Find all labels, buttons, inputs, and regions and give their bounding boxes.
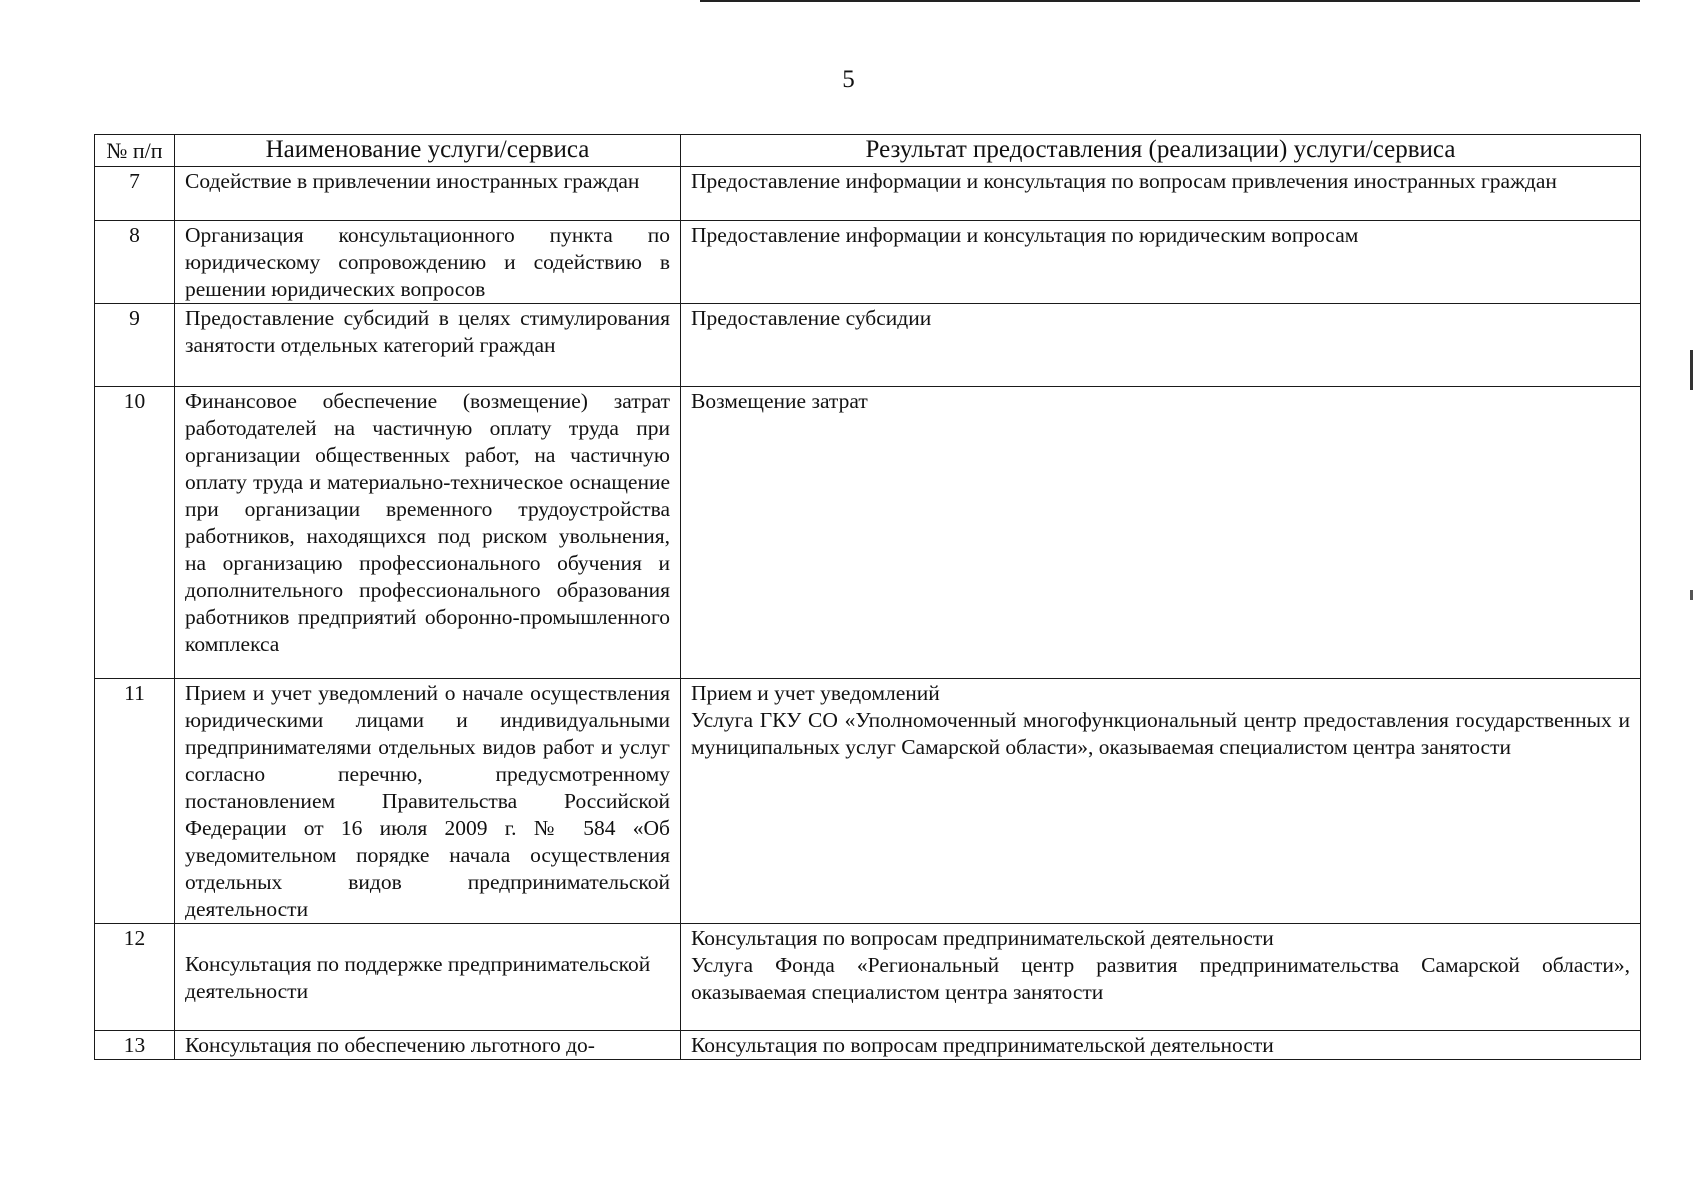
service-result [681, 387, 1641, 679]
header-service-name: Наименование услуги/сервиса [175, 135, 681, 167]
top-rule [700, 0, 1640, 2]
service-result [681, 304, 1641, 387]
service-name: Содействие в привлечении иностранных граждан [175, 167, 681, 221]
table-row [95, 304, 1641, 387]
row-number: 8 [95, 221, 175, 304]
result-line: Услуга Фонда «Региональный центр развития предпринимательства Самарской области», оказываемая специалистом центра занятости [691, 953, 1630, 1004]
result-line: Предоставление субсидии [691, 306, 932, 330]
result-line: Предоставление информации и консультация по юридическим вопросам [691, 223, 1359, 247]
service-result [681, 1031, 1641, 1060]
scan-edge-mark [1690, 350, 1693, 390]
service-name: Консультация по поддержке предпринимательской деятельности [175, 924, 681, 1031]
row-number: 11 [95, 679, 175, 924]
table-row [95, 924, 1641, 1031]
row-number: 13 [95, 1031, 175, 1060]
service-name: Предоставление субсидий в целях стимулирования занятости отдельных категорий граждан [175, 304, 681, 387]
table-header-row [95, 135, 1641, 167]
result-line: Консультация по вопросам предпринимательской деятельности [691, 926, 1274, 950]
service-result [681, 679, 1641, 924]
table-row [95, 221, 1641, 304]
result-line: Предоставление информации и консультация по вопросам привлечения иностранных граждан [691, 169, 1557, 193]
row-number: 7 [95, 167, 175, 221]
result-line: Услуга ГКУ СО «Уполномоченный многофункциональный центр предоставления государственных и муниципальных услуг Самарской области», оказываемая специалистом центра занятости [691, 708, 1630, 759]
page-number: 5 [842, 66, 855, 93]
table-row [95, 167, 1641, 221]
service-name: Консультация по обеспечению льготного до- [175, 1031, 681, 1060]
row-number: 9 [95, 304, 175, 387]
service-name: Прием и учет уведомлений о начале осуществления юридическими лицами и индивидуальными предпринимателями отдельных видов работ и услуг согласно перечню, предусмотренному постановлением Правительства Российской Федерации от 16 июля 2009 г. № 584 «Об уведомительном порядке начала осуществления отдельных видов предпринимательской деятельности [175, 679, 681, 924]
result-line: Прием и учет уведомлений [691, 681, 940, 705]
table-row [95, 1031, 1641, 1060]
row-number: 10 [95, 387, 175, 679]
services-table [94, 134, 1641, 1060]
table-row [95, 387, 1641, 679]
result-line: Консультация по вопросам предпринимательской деятельности [691, 1033, 1274, 1057]
service-result [681, 924, 1641, 1031]
result-line: Возмещение затрат [691, 389, 868, 413]
service-result [681, 167, 1641, 221]
header-number: № п/п [95, 135, 175, 167]
row-number: 12 [95, 924, 175, 1031]
header-result: Результат предоставления (реализации) услуги/сервиса [681, 135, 1641, 167]
service-result [681, 221, 1641, 304]
scan-edge-mark [1690, 590, 1693, 600]
service-name: Финансовое обеспечение (возмещение) затрат работодателей на частичную оплату труда при организации общественных работ, на частичную оплату труда и материально-техническое оснащение при организации временного трудоустройства работников, находящихся под риском увольнения, на организацию профессионального обучения и дополнительного профессионального образования работников предприятий оборонно-промышленного комплекса [175, 387, 681, 679]
service-name: Организация консультационного пункта по юридическому сопровождению и содействию в решении юридических вопросов [175, 221, 681, 304]
table-row [95, 679, 1641, 924]
